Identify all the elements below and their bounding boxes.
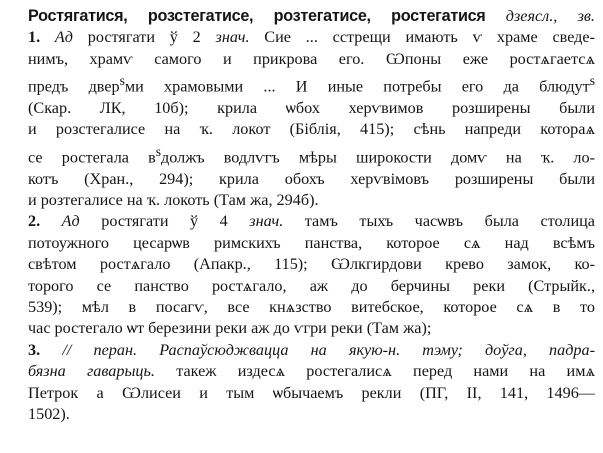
entry-line: бязна гаварыць. такеж издесѧ ростегалисѧ перед нами на имѧ — [28, 362, 595, 381]
meaning-ref: знач. — [249, 212, 284, 231]
sense-label: // перан. — [62, 340, 138, 359]
entry-line: 1. Ад ростягати ў 2 знач. Сие ... сстрещи имають ѵ храме сведе- — [28, 28, 595, 47]
headword: Ростягатися, розстегатисе, розтегатисе, ростегатися — [28, 7, 486, 25]
entry-line: потоужного цесарѡв римскихъ панства, которое сѧ над всѣмъ — [28, 233, 595, 252]
sense-label: Ад — [61, 212, 80, 231]
entry-paragraph-sense-1 — [8, 6, 595, 211]
entry-line: предъ двер$^s$ми храмовыми ... И иные потребы его да блюдут$^s$ — [28, 73, 595, 96]
entry-line: час ростегало ѡт березини реки аж до ѵгри реки (Там жа); — [28, 319, 432, 338]
superscript: s — [589, 73, 595, 89]
superscript: s — [119, 73, 125, 89]
entry-line: 539); мѣл в посагѵ, все кнѧзство витебское, которое сѧ в то — [28, 298, 595, 317]
sense-definition: бязна гаварыць. — [28, 362, 155, 381]
entry-line — [8, 6, 595, 27]
entry-paragraph-sense-3 — [8, 340, 595, 426]
entry-line: и розстегалисе на ҡ. локот (Біблія, 415); сѣнь напреди котораѧ — [28, 120, 595, 139]
entry-line: нимъ, храмѵ самого и прикрова его. Ѡпоны еже ростѧгаетсѧ — [28, 49, 595, 68]
entry-line — [8, 340, 595, 361]
sense-number: 1. — [28, 28, 41, 47]
entry-paragraph-sense-2 — [8, 211, 595, 339]
entry-line: свѣтом ростѧгало (Апакр., 115); Ѡлкгирдови крево замок, ко- — [28, 255, 595, 274]
sense-number: 2. — [28, 212, 41, 231]
entry-line: торого се панство ростѧгало, аж до берчины реки (Стрыйк., — [28, 276, 595, 295]
sense-number: 3. — [28, 340, 41, 359]
entry-line: Петрок а Ѡлисеи и тым ѡбычаемъ рекли (ПГ, II, 141, 1496— — [28, 383, 595, 402]
entry-line: 1502). — [28, 405, 70, 424]
entry-line: се ростегала $в^sдолжъ$ водлѵгъ мѣры широкости домѵ на ҡ. ло- — [28, 143, 595, 167]
entry-line: и розтегалисе на ҡ. локоть (Там жа, 294б). — [28, 191, 319, 210]
meaning-ref: знач. — [215, 28, 250, 47]
superscript: s — [155, 143, 162, 159]
entry-line: котъ (Хран., 294); крила обохъ херѵвімовъ розширены были — [28, 169, 595, 188]
sense-definition: Распаўсюджвацца на якую-н. тэму; доўга, падра- — [137, 340, 595, 359]
entry-line: (Скар. ЛК, 10б); крила ѡбох херѵвимов розширены были — [28, 99, 595, 118]
entry-line: 2. Ад ростягати ў 4 знач. тамъ тыхъ часѡвъ была столица — [28, 212, 595, 231]
grammar-label: дзеясл., зв. — [505, 7, 595, 25]
sense-label: Ад — [54, 28, 73, 47]
